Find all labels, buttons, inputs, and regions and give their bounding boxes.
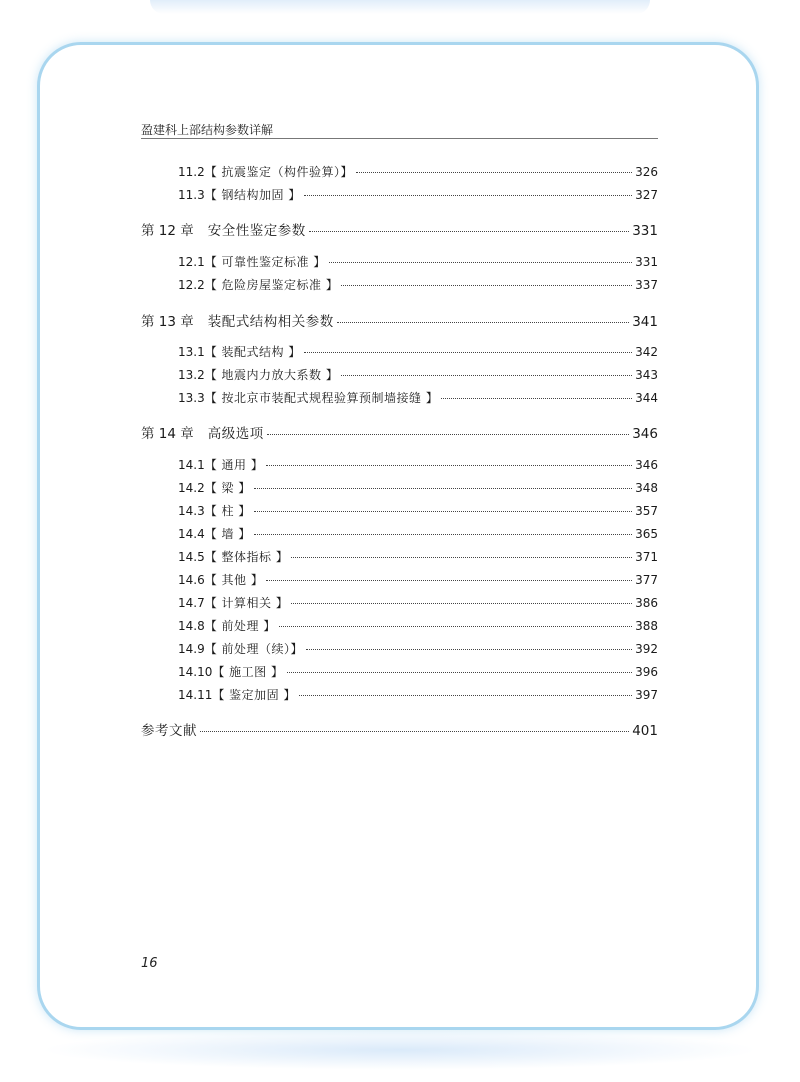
toc-page-number: 343 (635, 368, 658, 382)
toc-entry-title: 【 地震内力放大系数 】 (204, 368, 339, 382)
toc-section-entry[interactable] (178, 594, 658, 612)
toc-entry-title: 参考文献 (141, 723, 197, 739)
toc-entry-title: 【 前处理（续）】 (204, 642, 304, 656)
toc-section-entry[interactable] (178, 640, 658, 658)
toc-section-number: 14.2 (178, 481, 205, 495)
toc-section-number: 14.7 (178, 596, 205, 610)
toc-refs-entry[interactable] (141, 719, 658, 739)
toc-section-number: 13.1 (178, 345, 205, 359)
dot-leader (309, 231, 629, 232)
toc-section-entry[interactable] (178, 366, 658, 384)
toc-section-number: 11.2 (178, 165, 205, 179)
dot-leader (441, 398, 632, 399)
toc-entry-title: 【 梁 】 (204, 481, 251, 495)
toc-section-entry[interactable] (178, 502, 658, 520)
toc-entry-title: 【 其他 】 (204, 573, 264, 587)
toc-section-number: 14.6 (178, 573, 205, 587)
toc-section-number: 14.4 (178, 527, 205, 541)
toc-page-number: 327 (635, 188, 658, 202)
toc-section-entry[interactable] (178, 456, 658, 474)
toc-section-entry[interactable] (178, 343, 658, 361)
toc-entry-title: 【 计算相关 】 (204, 596, 289, 610)
toc-chapter-entry[interactable] (141, 219, 658, 239)
toc-entry-title: 【 柱 】 (204, 504, 251, 518)
toc-page-number: 348 (635, 481, 658, 495)
toc-page-number: 331 (635, 255, 658, 269)
dot-leader (254, 534, 632, 535)
toc-chapter-label: 第 12 章 (141, 223, 194, 239)
dot-leader (356, 172, 632, 173)
dot-leader (254, 488, 632, 489)
toc-page-number: 392 (635, 642, 658, 656)
dot-leader (200, 731, 629, 732)
toc-section-number: 13.2 (178, 368, 205, 382)
toc-section-number: 12.1 (178, 255, 205, 269)
toc-entry-title: 【 按北京市装配式规程验算预制墙接缝 】 (204, 391, 439, 405)
toc-section-number: 12.2 (178, 278, 205, 292)
dot-leader (266, 465, 632, 466)
toc-section-entry[interactable] (178, 571, 658, 589)
toc-entry-title: 高级选项 (207, 426, 264, 442)
toc-chapter-entry[interactable] (141, 310, 658, 330)
toc-entry-title: 【 可靠性鉴定标准 】 (204, 255, 326, 269)
dot-leader (267, 434, 629, 435)
toc-page-number: 346 (632, 426, 658, 442)
toc-page-number: 365 (635, 527, 658, 541)
toc-page-number: 386 (635, 596, 658, 610)
toc-section-entry[interactable] (178, 663, 658, 681)
running-header: 盈建科上部结构参数详解 (141, 123, 274, 137)
toc-page-number: 397 (635, 688, 658, 702)
toc-section-entry[interactable] (178, 163, 658, 181)
toc-chapter-label: 第 14 章 (141, 426, 194, 442)
dot-leader (329, 262, 632, 263)
top-glow (150, 0, 650, 14)
toc-entry-title: 【 整体指标 】 (204, 550, 289, 564)
toc-page-number: 341 (632, 314, 658, 330)
dot-leader (254, 511, 632, 512)
dot-leader (304, 195, 632, 196)
toc-page-number: 388 (635, 619, 658, 633)
toc-section-number: 14.10 (178, 665, 213, 679)
dot-leader (299, 695, 632, 696)
toc-chapter-entry[interactable] (141, 422, 658, 442)
toc-section-entry[interactable] (178, 686, 658, 704)
toc-section-entry[interactable] (178, 186, 658, 204)
toc-section-entry[interactable] (178, 617, 658, 635)
dot-leader (341, 375, 632, 376)
toc-section-number: 14.8 (178, 619, 205, 633)
toc-section-number: 11.3 (178, 188, 205, 202)
toc-page-number: 396 (635, 665, 658, 679)
toc-section-entry[interactable] (178, 389, 658, 407)
toc-page-number: 346 (635, 458, 658, 472)
toc-section-entry[interactable] (178, 525, 658, 543)
toc-section-number: 13.3 (178, 391, 205, 405)
dot-leader (266, 580, 632, 581)
toc-chapter-label: 第 13 章 (141, 314, 194, 330)
bottom-glow (40, 1030, 760, 1070)
dot-leader (291, 603, 632, 604)
toc-page-number: 342 (635, 345, 658, 359)
toc-section-number: 14.5 (178, 550, 205, 564)
toc-page-number: 337 (635, 278, 658, 292)
toc-page-number: 357 (635, 504, 658, 518)
toc-entry-title: 【 施工图 】 (212, 665, 284, 679)
dot-leader (337, 322, 629, 323)
toc-entry-title: 【 鉴定加固 】 (212, 688, 296, 702)
toc-section-number: 14.3 (178, 504, 205, 518)
toc-entry-title: 装配式结构相关参数 (207, 314, 334, 330)
toc-section-entry[interactable] (178, 479, 658, 497)
toc-entry-title: 【 装配式结构 】 (204, 345, 301, 359)
toc-page-number: 377 (635, 573, 658, 587)
toc-entry-title: 【 钢结构加固 】 (204, 188, 301, 202)
toc-page-number: 344 (635, 391, 658, 405)
toc-section-number: 14.9 (178, 642, 205, 656)
toc-page-number: 371 (635, 550, 658, 564)
dot-leader (287, 672, 633, 673)
toc-entry-title: 【 通用 】 (204, 458, 264, 472)
toc-section-entry[interactable] (178, 548, 658, 566)
dot-leader (291, 557, 632, 558)
toc-page-number: 401 (632, 723, 658, 739)
toc-entry-title: 【 墙 】 (204, 527, 251, 541)
toc-section-entry[interactable] (178, 253, 658, 271)
toc-section-number: 14.1 (178, 458, 205, 472)
dot-leader (306, 649, 632, 650)
toc-section-number: 14.11 (178, 688, 213, 702)
toc-section-entry[interactable] (178, 276, 658, 294)
dot-leader (279, 626, 632, 627)
toc-entry-title: 安全性鉴定参数 (207, 223, 306, 239)
toc-page-number: 331 (632, 223, 658, 239)
header-rule (141, 138, 658, 139)
toc-entry-title: 【 危险房屋鉴定标准 】 (204, 278, 339, 292)
toc-entry-title: 【 前处理 】 (204, 619, 276, 633)
dot-leader (341, 285, 632, 286)
toc-entry-title: 【 抗震鉴定（构件验算）】 (204, 165, 354, 179)
toc-page-number: 326 (635, 165, 658, 179)
dot-leader (304, 352, 632, 353)
page-number: 16 (141, 956, 158, 971)
